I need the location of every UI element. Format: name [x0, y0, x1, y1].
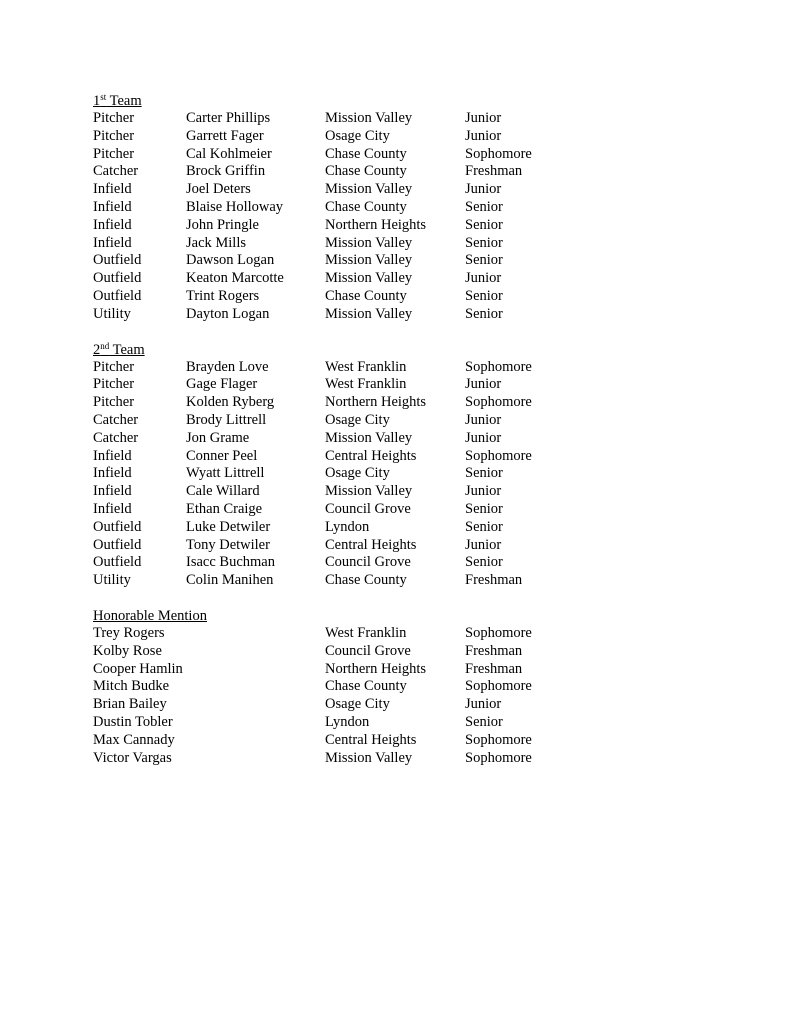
player-row [93, 483, 753, 501]
player-name: Dayton Logan [186, 305, 270, 322]
player-row [93, 394, 753, 412]
player-year: Junior [465, 411, 502, 428]
player-year: Senior [465, 305, 503, 322]
player-year: Freshman [465, 660, 523, 677]
document-page [93, 92, 753, 784]
player-position: Infield [93, 447, 132, 464]
player-school: Council Grove [325, 500, 411, 517]
player-row [93, 252, 753, 270]
player-name: Cooper Hamlin [93, 660, 183, 677]
player-name: Kolby Rose [93, 642, 162, 659]
player-year: Sophomore [465, 394, 532, 411]
player-year: Junior [465, 429, 502, 446]
player-name: Ethan Craige [186, 500, 263, 517]
player-year: Junior [465, 696, 502, 713]
player-school: Lyndon [325, 518, 370, 535]
player-row [93, 110, 753, 128]
player-name: Cale Willard [186, 483, 260, 500]
player-row [93, 732, 753, 750]
player-school: Chase County [325, 198, 407, 215]
player-row [93, 412, 753, 430]
player-school: West Franklin [325, 624, 407, 641]
second-team-section [93, 341, 753, 590]
player-name: Tony Detwiler [186, 536, 270, 553]
player-school: Mission Valley [325, 110, 413, 126]
player-position: Outfield [93, 518, 142, 535]
player-school: Chase County [325, 678, 407, 695]
player-position: Catcher [93, 163, 139, 180]
player-school: Northern Heights [325, 394, 427, 411]
player-row [93, 678, 753, 696]
first-team-section [93, 92, 753, 324]
player-school: Mission Valley [325, 181, 413, 198]
player-position: Catcher [93, 411, 139, 428]
player-position: Pitcher [93, 394, 135, 411]
player-position: Outfield [93, 252, 142, 269]
player-school: West Franklin [325, 376, 407, 393]
player-school: Mission Valley [325, 483, 413, 500]
player-school: Northern Heights [325, 216, 427, 233]
first-team-list [93, 110, 753, 324]
player-row [93, 554, 753, 572]
player-position: Infield [93, 181, 132, 198]
player-school: Osage City [325, 465, 390, 482]
player-year: Senior [465, 252, 503, 269]
player-name: Cal Kohlmeier [186, 145, 272, 162]
player-name: Trint Rogers [186, 287, 260, 304]
player-year: Junior [465, 536, 502, 553]
player-row [93, 217, 753, 235]
player-row [93, 465, 753, 483]
player-name: Carter Phillips [186, 110, 271, 126]
first-team-title-suffix: st [100, 92, 107, 102]
player-row [93, 537, 753, 555]
player-row [93, 128, 753, 146]
honorable-mention-list [93, 625, 753, 767]
player-year: Junior [465, 127, 502, 144]
player-year: Senior [465, 234, 503, 251]
player-year: Junior [465, 376, 502, 393]
player-name: Wyatt Littrell [186, 465, 265, 482]
player-name: Isacc Buchman [186, 554, 275, 571]
player-school: Chase County [325, 287, 407, 304]
player-row [93, 448, 753, 466]
player-name: Gage Flager [186, 376, 258, 393]
second-team-title-suffix: nd [100, 340, 110, 351]
player-school: Osage City [325, 411, 390, 428]
player-school: Mission Valley [325, 749, 413, 766]
first-team-title-text: Team [106, 93, 142, 109]
first-team-title [93, 92, 753, 110]
first-team-title-number: 1 [93, 93, 101, 109]
player-position: Outfield [93, 536, 142, 553]
player-school: West Franklin [325, 358, 407, 375]
player-school: Central Heights [325, 536, 417, 553]
player-name: Brock Griffin [186, 163, 266, 180]
player-school: Osage City [325, 127, 390, 144]
player-year: Senior [465, 287, 503, 304]
player-year: Sophomore [465, 731, 532, 748]
player-name: Joel Deters [186, 181, 251, 198]
player-school: Northern Heights [325, 660, 427, 677]
player-year: Senior [465, 713, 503, 730]
player-year: Sophomore [465, 145, 532, 162]
player-position: Pitcher [93, 358, 135, 375]
player-name: Jon Grame [186, 429, 250, 446]
player-school: Mission Valley [325, 252, 413, 269]
player-position: Infield [93, 465, 132, 482]
player-row [93, 714, 753, 732]
player-year: Sophomore [465, 624, 532, 641]
second-team-title-text: Team [109, 341, 145, 358]
player-position: Catcher [93, 429, 139, 446]
player-name: John Pringle [186, 216, 259, 233]
player-name: Max Cannady [93, 731, 175, 748]
player-row [93, 430, 753, 448]
player-name: Jack Mills [186, 234, 247, 251]
player-name: Garrett Fager [186, 127, 264, 144]
player-year: Sophomore [465, 749, 532, 766]
player-year: Junior [465, 110, 502, 126]
player-position: Outfield [93, 287, 142, 304]
player-name: Brian Bailey [93, 696, 167, 713]
player-position: Pitcher [93, 110, 135, 126]
player-year: Senior [465, 554, 503, 571]
player-year: Senior [465, 500, 503, 517]
player-row [93, 359, 753, 377]
player-school: Chase County [325, 163, 407, 180]
player-row [93, 146, 753, 164]
player-row [93, 235, 753, 253]
player-row [93, 270, 753, 288]
player-row [93, 163, 753, 181]
player-row [93, 519, 753, 537]
player-name: Blaise Holloway [186, 198, 284, 215]
second-team-list [93, 359, 753, 590]
player-position: Pitcher [93, 376, 135, 393]
player-year: Junior [465, 181, 502, 198]
player-year: Senior [465, 465, 503, 482]
player-position: Infield [93, 500, 132, 517]
player-name: Kolden Ryberg [186, 394, 275, 411]
player-school: Osage City [325, 696, 390, 713]
second-team-title [93, 341, 753, 359]
player-year: Sophomore [465, 358, 532, 375]
player-year: Sophomore [465, 678, 532, 695]
player-position: Pitcher [93, 127, 135, 144]
player-school: Mission Valley [325, 429, 413, 446]
player-year: Junior [465, 483, 502, 500]
honorable-mention-section [93, 607, 753, 767]
player-row [93, 750, 753, 768]
player-row [93, 306, 753, 324]
player-row [93, 288, 753, 306]
second-team-title-number: 2 [93, 341, 101, 358]
player-position: Infield [93, 216, 132, 233]
player-row [93, 501, 753, 519]
player-school: Chase County [325, 572, 407, 589]
player-school: Mission Valley [325, 234, 413, 251]
player-row [93, 181, 753, 199]
player-row [93, 661, 753, 679]
player-position: Utility [93, 572, 131, 589]
player-year: Sophomore [465, 447, 532, 464]
player-name: Luke Detwiler [186, 518, 271, 535]
player-name: Mitch Budke [93, 678, 170, 695]
player-school: Council Grove [325, 642, 411, 659]
player-school: Council Grove [325, 554, 411, 571]
player-year: Junior [465, 270, 502, 287]
player-name: Trey Rogers [93, 624, 165, 641]
player-school: Mission Valley [325, 305, 413, 322]
player-row [93, 696, 753, 714]
player-year: Freshman [465, 163, 523, 180]
player-position: Pitcher [93, 145, 135, 162]
player-name: Colin Manihen [186, 572, 274, 589]
player-school: Lyndon [325, 713, 370, 730]
player-row [93, 625, 753, 643]
player-year: Senior [465, 198, 503, 215]
player-row [93, 572, 753, 590]
player-position: Utility [93, 305, 131, 322]
player-row [93, 376, 753, 394]
player-name: Dawson Logan [186, 252, 275, 269]
player-name: Brody Littrell [186, 411, 267, 428]
player-name: Brayden Love [186, 358, 269, 375]
player-position: Outfield [93, 270, 142, 287]
player-year: Freshman [465, 642, 523, 659]
player-position: Infield [93, 198, 132, 215]
player-school: Central Heights [325, 731, 417, 748]
player-row [93, 643, 753, 661]
player-name: Dustin Tobler [93, 713, 173, 730]
player-position: Infield [93, 483, 132, 500]
player-year: Senior [465, 216, 503, 233]
player-year: Freshman [465, 572, 523, 589]
player-year: Senior [465, 518, 503, 535]
player-position: Outfield [93, 554, 142, 571]
player-school: Mission Valley [325, 270, 413, 287]
player-school: Chase County [325, 145, 407, 162]
player-row [93, 199, 753, 217]
player-name: Victor Vargas [93, 749, 172, 766]
player-name: Conner Peel [186, 447, 258, 464]
player-name: Keaton Marcotte [186, 270, 284, 287]
honorable-mention-title: Honorable Mention [93, 607, 207, 624]
player-position: Infield [93, 234, 132, 251]
player-school: Central Heights [325, 447, 417, 464]
